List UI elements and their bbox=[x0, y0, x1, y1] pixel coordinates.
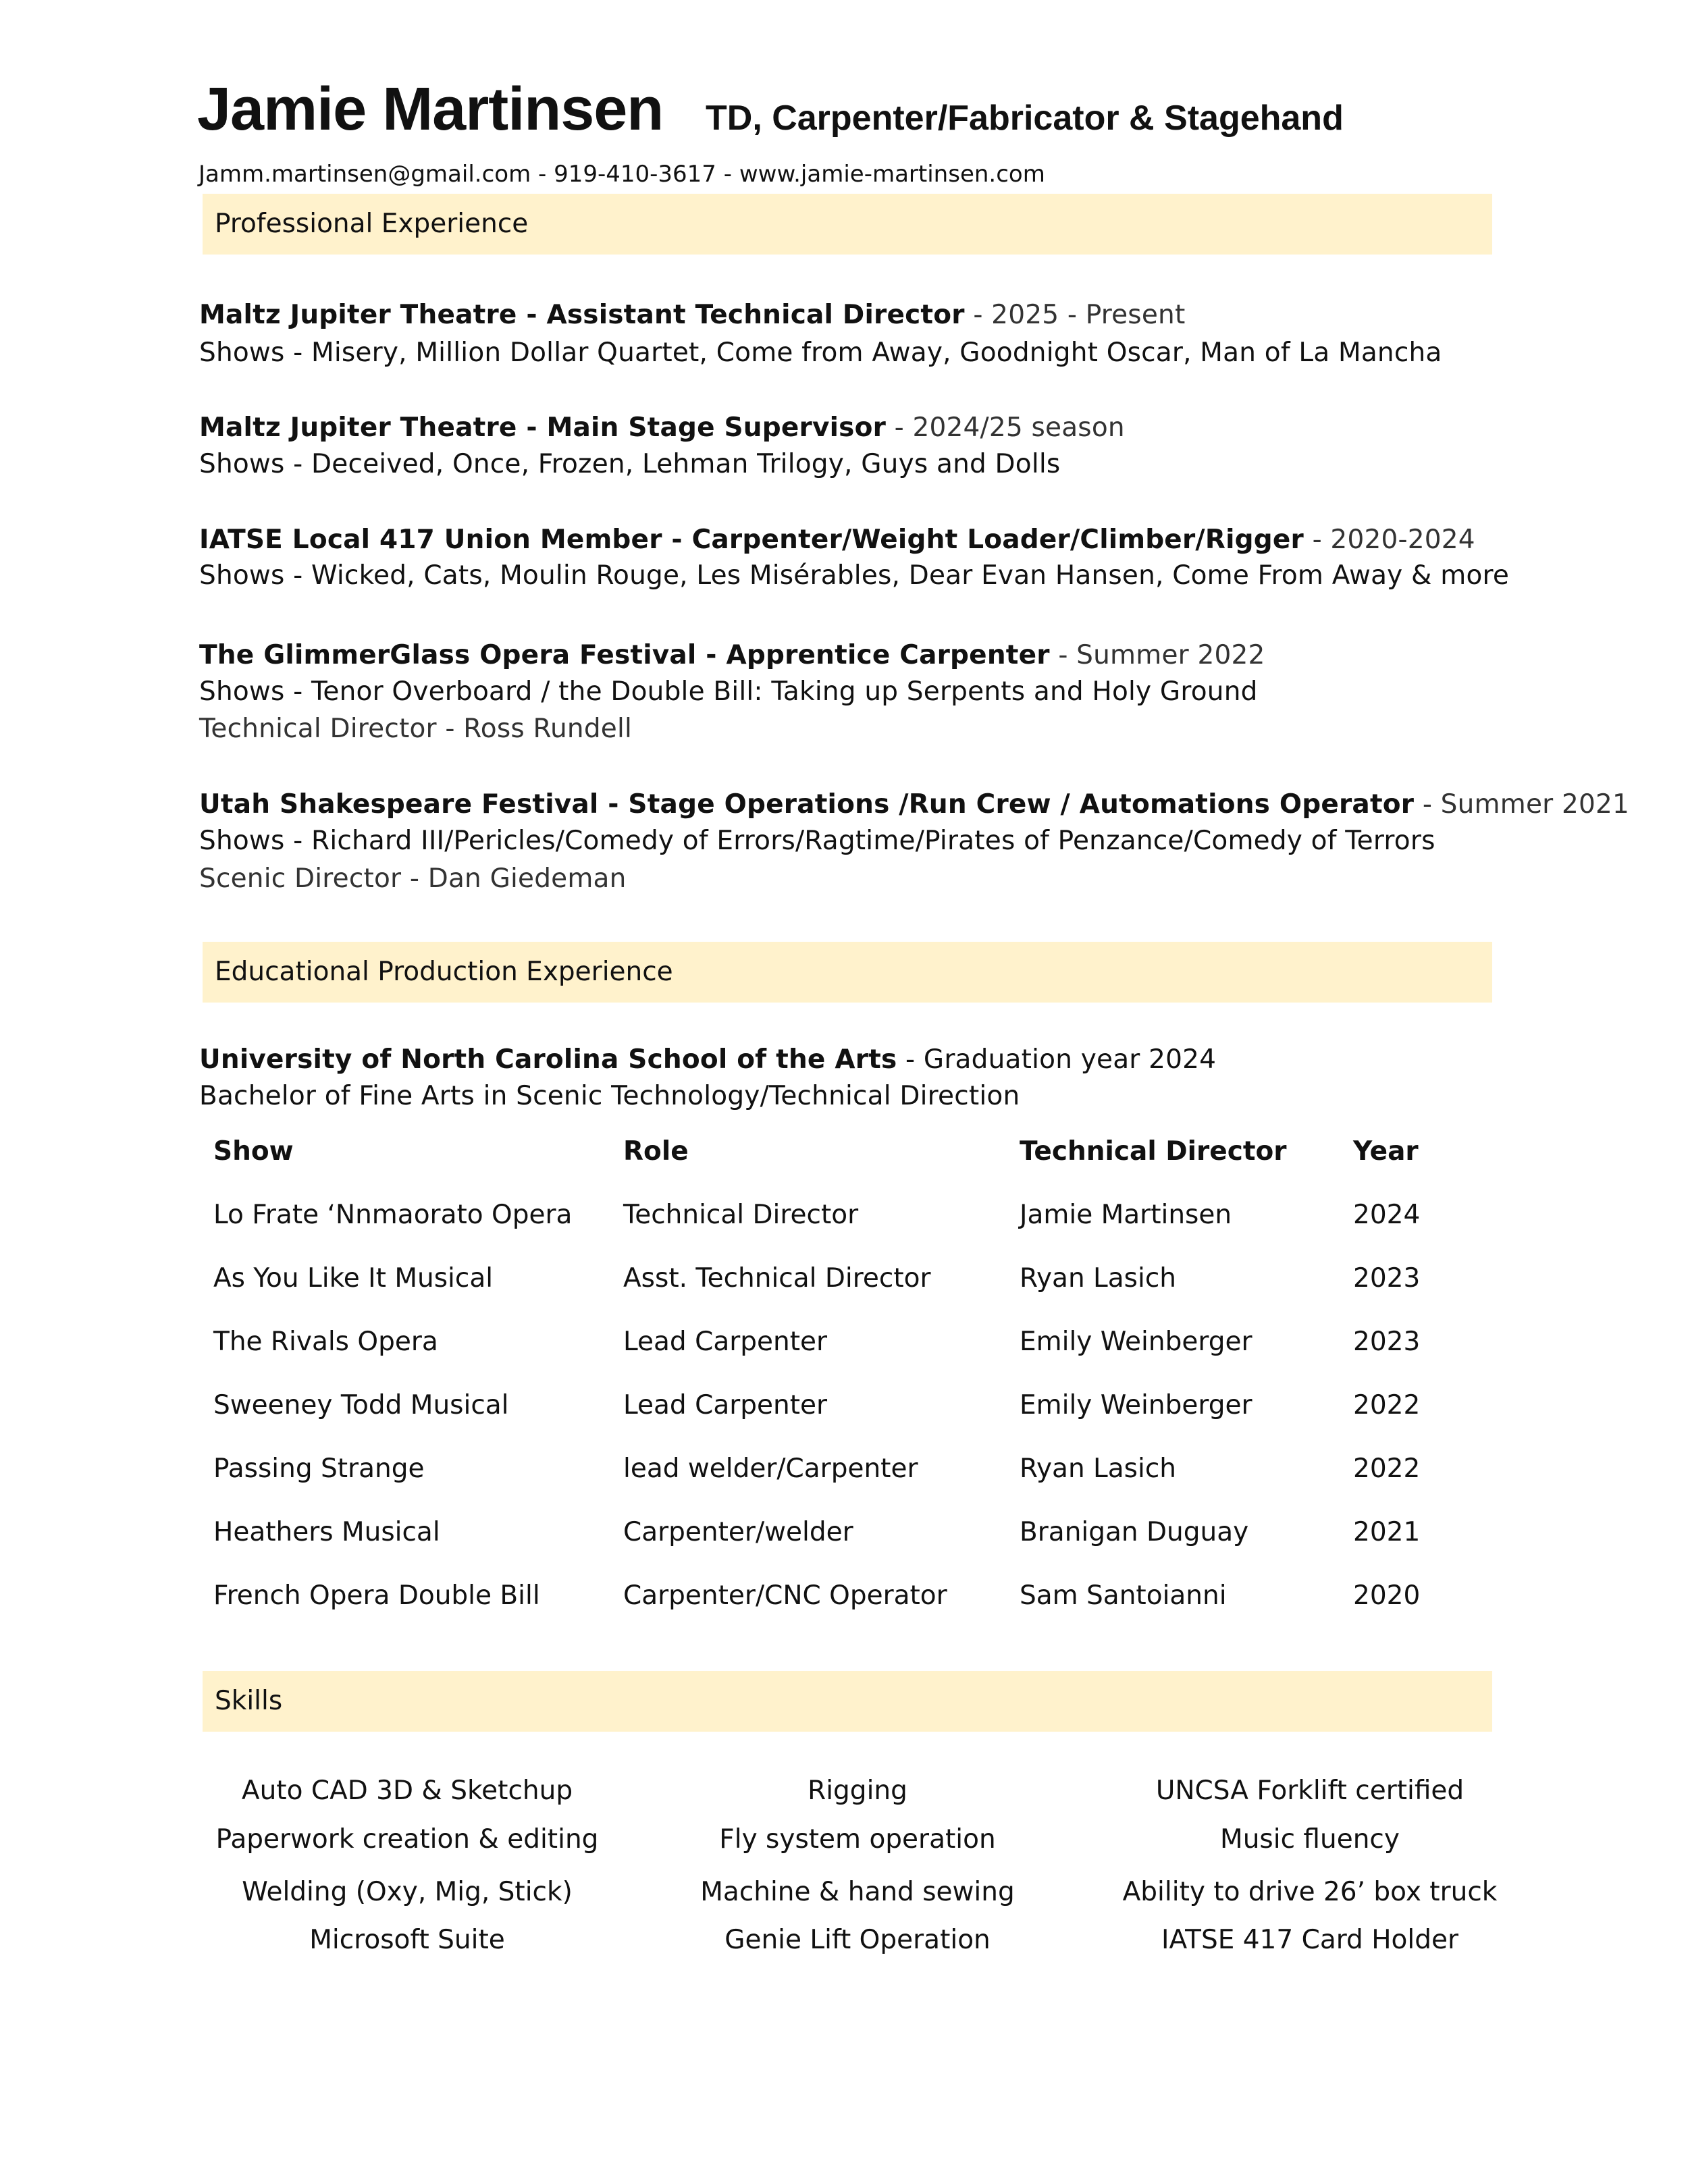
experience-note: Technical Director - Ross Rundell bbox=[199, 714, 633, 744]
experience-entry-header bbox=[199, 297, 1185, 334]
section-heading: Skills bbox=[215, 1686, 283, 1716]
org-role: Maltz Jupiter Theatre - Main Stage Supervisor bbox=[199, 412, 887, 443]
section-heading: Professional Experience bbox=[215, 209, 529, 239]
table-cell: Ryan Lasich bbox=[1020, 1454, 1177, 1484]
table-cell: The Rivals Opera bbox=[213, 1327, 438, 1357]
candidate-name: Jamie Martinsen bbox=[197, 76, 664, 143]
table-cell: Emily Weinberger bbox=[1020, 1390, 1252, 1420]
experience-shows: Shows - Deceived, Once, Frozen, Lehman Trilogy, Guys and Dolls bbox=[199, 449, 1061, 479]
skill-item: Microsoft Suite bbox=[309, 1925, 505, 1955]
table-cell: 2024 bbox=[1353, 1200, 1421, 1230]
table-header-cell: Technical Director bbox=[1020, 1136, 1287, 1167]
dates: - 2025 - Present bbox=[964, 300, 1186, 330]
table-cell: Lead Carpenter bbox=[623, 1327, 828, 1357]
section-heading: Educational Production Experience bbox=[215, 957, 673, 987]
school-line bbox=[199, 1042, 1216, 1078]
section-educational-experience bbox=[203, 942, 1492, 1003]
contact-line: Jamm.martinsen@gmail.com - 919-410-3617 - www.jamie-martinsen.com bbox=[199, 161, 1045, 188]
skill-item: Machine & hand sewing bbox=[700, 1877, 1015, 1907]
dates: - 2024/25 season bbox=[886, 412, 1125, 443]
table-cell: 2023 bbox=[1353, 1263, 1421, 1294]
skill-item: IATSE 417 Card Holder bbox=[1161, 1925, 1459, 1955]
dates: - 2020-2024 bbox=[1303, 525, 1475, 555]
experience-note: Scenic Director - Dan Giedeman bbox=[199, 863, 627, 894]
experience-shows: Shows - Wicked, Cats, Moulin Rouge, Les Misérables, Dear Evan Hansen, Come From Away & more bbox=[199, 560, 1510, 591]
degree: Bachelor of Fine Arts in Scenic Technology/Technical Direction bbox=[199, 1081, 1020, 1111]
table-cell: Lo Frate ‘Nnmaorato Opera bbox=[213, 1200, 573, 1230]
experience-shows: Shows - Richard III/Pericles/Comedy of Errors/Ragtime/Pirates of Penzance/Comedy of Terrors bbox=[199, 826, 1435, 856]
table-cell: As You Like It Musical bbox=[213, 1263, 494, 1294]
table-header-cell: Show bbox=[213, 1136, 294, 1167]
table-cell: Carpenter/CNC Operator bbox=[623, 1580, 947, 1611]
skill-item: Rigging bbox=[808, 1776, 907, 1806]
table-cell: Technical Director bbox=[623, 1200, 859, 1230]
section-skills bbox=[203, 1671, 1492, 1732]
skill-item: Ability to drive 26’ box truck bbox=[1122, 1877, 1498, 1907]
experience-entry-header bbox=[199, 522, 1475, 558]
table-cell: Emily Weinberger bbox=[1020, 1327, 1252, 1357]
experience-entry-header bbox=[199, 787, 1629, 823]
skill-item: UNCSA Forklift certified bbox=[1155, 1776, 1465, 1806]
school-name: University of North Carolina School of the Arts bbox=[199, 1044, 897, 1075]
section-professional-experience bbox=[203, 194, 1492, 255]
table-cell: 2021 bbox=[1353, 1517, 1421, 1547]
experience-shows: Shows - Tenor Overboard / the Double Bill: Taking up Serpents and Holy Ground bbox=[199, 676, 1258, 707]
table-cell: Sweeney Todd Musical bbox=[213, 1390, 509, 1420]
table-cell: Jamie Martinsen bbox=[1020, 1200, 1232, 1230]
candidate-title: TD, Carpenter/Fabricator & Stagehand bbox=[706, 99, 1344, 138]
skill-item: Welding (Oxy, Mig, Stick) bbox=[242, 1877, 573, 1907]
table-cell: Passing Strange bbox=[213, 1454, 425, 1484]
graduation: - Graduation year 2024 bbox=[897, 1044, 1217, 1075]
table-cell: Lead Carpenter bbox=[623, 1390, 828, 1420]
skill-item: Genie Lift Operation bbox=[724, 1925, 991, 1955]
skill-item: Music fluency bbox=[1220, 1824, 1400, 1855]
table-cell: Carpenter/welder bbox=[623, 1517, 853, 1547]
table-header-cell: Year bbox=[1353, 1136, 1419, 1167]
dates: - Summer 2021 bbox=[1414, 789, 1630, 820]
org-role: Maltz Jupiter Theatre - Assistant Technical Director bbox=[199, 300, 965, 330]
table-cell: Sam Santoianni bbox=[1020, 1580, 1227, 1611]
table-cell: Heathers Musical bbox=[213, 1517, 440, 1547]
table-cell: lead welder/Carpenter bbox=[623, 1454, 918, 1484]
experience-shows: Shows - Misery, Million Dollar Quartet, Come from Away, Goodnight Oscar, Man of La Mancha bbox=[199, 338, 1442, 368]
experience-entry-header bbox=[199, 410, 1125, 446]
role: Apprentice Carpenter bbox=[726, 640, 1050, 670]
org: The GlimmerGlass Opera Festival - bbox=[199, 640, 727, 670]
dates: - Summer 2022 bbox=[1049, 640, 1265, 670]
experience-entry-header bbox=[199, 637, 1265, 674]
skill-item: Paperwork creation & editing bbox=[215, 1824, 599, 1855]
org-role: IATSE Local 417 Union Member - Carpenter/Weight Loader/Climber/Rigger bbox=[199, 525, 1304, 555]
table-cell: 2020 bbox=[1353, 1580, 1421, 1611]
skill-item: Auto CAD 3D & Sketchup bbox=[241, 1776, 573, 1806]
table-cell: Asst. Technical Director bbox=[623, 1263, 931, 1294]
table-cell: 2022 bbox=[1353, 1454, 1421, 1484]
table-cell: 2023 bbox=[1353, 1327, 1421, 1357]
table-cell: French Opera Double Bill bbox=[213, 1580, 540, 1611]
table-cell: Branigan Duguay bbox=[1020, 1517, 1249, 1547]
table-cell: Ryan Lasich bbox=[1020, 1263, 1177, 1294]
table-header-cell: Role bbox=[623, 1136, 689, 1167]
skill-item: Fly system operation bbox=[719, 1824, 996, 1855]
table-cell: 2022 bbox=[1353, 1390, 1421, 1420]
org-role: Utah Shakespeare Festival - Stage Operations /Run Crew / Automations Operator bbox=[199, 789, 1415, 820]
